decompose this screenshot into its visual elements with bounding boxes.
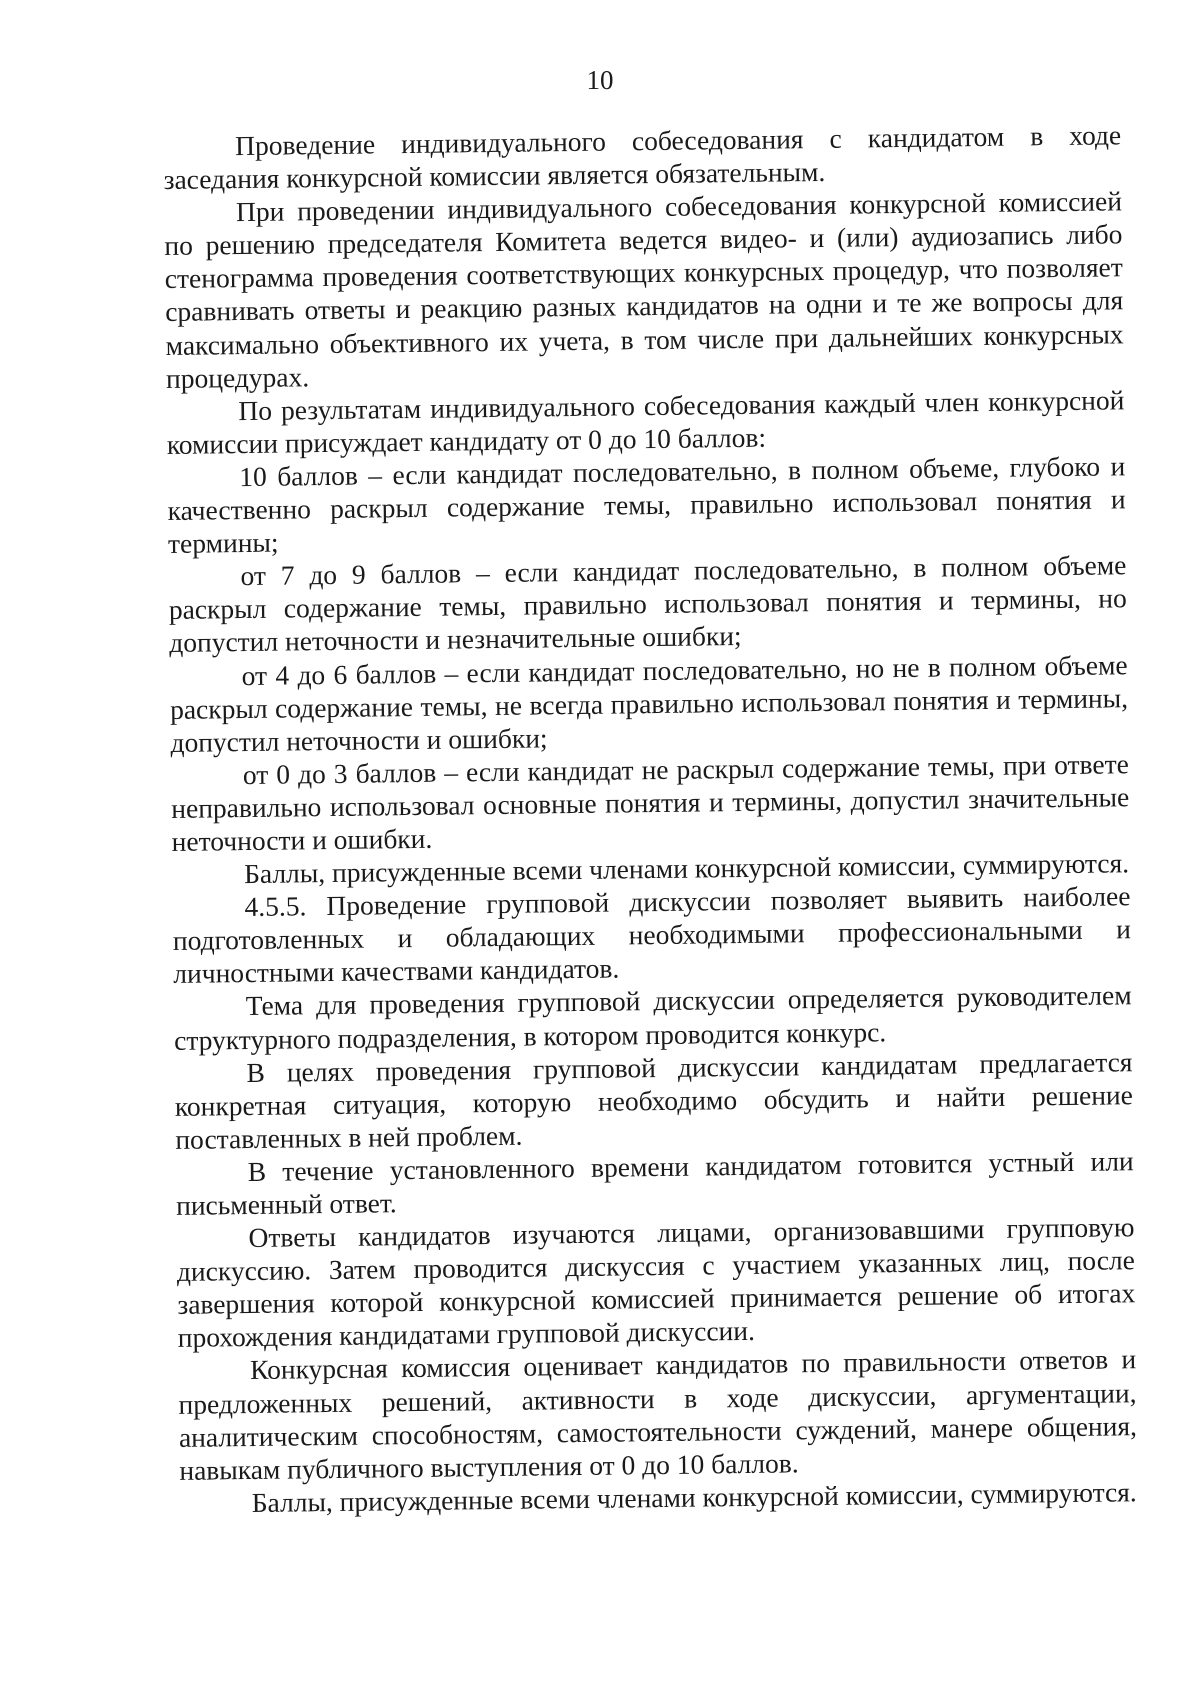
paragraph-score-4-6: от 4 до 6 баллов – если кандидат последовательно, но не в полном объеме раскрыл содержание темы, не всегда правильно использовал понятия и термины, допустил неточности и ошибки; xyxy=(169,648,1129,758)
paragraph-evaluation-criteria: Конкурсная комиссия оценивает кандидатов по правильности ответов и предложенных решений, активности в ходе дискуссии, аргументации, аналитическим способностям, самостоятельности суждений, манере общения, навыкам публичного выступления от 0 до 10 баллов. xyxy=(178,1343,1138,1486)
paragraph-interview-scoring: По результатам индивидуального собеседования каждый член конкурсной комиссии присуждает кандидату от 0 до 10 баллов: xyxy=(166,384,1125,460)
paragraph-interview-mandatory: Проведение индивидуального собеседования с кандидатом в ходе заседания конкурсной комиссии является обязательным. xyxy=(163,119,1122,196)
paragraph-scores-summed: Баллы, присужденные всеми членами конкурсной комиссии, суммируются. xyxy=(243,847,1130,890)
paragraph-discussion-topic: Тема для проведения групповой дискуссии определяется руководителем структурного подразделения, в котором проводится конкурс. xyxy=(173,979,1132,1056)
page-number: 10 xyxy=(586,65,614,95)
paragraph-scores-summed-final: Баллы, присужденные всеми членами конкурсной комиссии, суммируются. xyxy=(251,1476,1137,1518)
paragraph-group-discussion: 4.5.5. Проведение групповой дискуссии позволяет выявить наиболее подготовленных и обладающих необходимыми профессиональными и личностными качествами кандидатов. xyxy=(172,880,1132,990)
paragraph-score-7-9: от 7 до 9 баллов – если кандидат последовательно, в полном объеме раскрыл содержание темы, правильно использовал понятия и термины, но допустил неточности и незначительные ошибки; xyxy=(168,549,1127,659)
paragraph-score-0-3: от 0 до 3 баллов – если кандидат не раскрыл содержание темы, при ответе неправильно использовал основные понятия и термины, допустил значительные неточности и ошибки. xyxy=(171,748,1130,857)
paragraph-answer-preparation: В течение установленного времени кандидатом готовится устный или письменный ответ. xyxy=(175,1145,1134,1221)
document-body xyxy=(163,118,1138,1520)
paragraph-interview-recording: При проведении индивидуального собеседования конкурсной комиссией по решению председателя Комитета ведется видео- и (или) аудиозапись либо стенограмма проведения соответствующих конкурсных процедур, что позволяет сравнивать ответы и реакцию разных кандидатов на одни и те же вопросы для максимально объективного их учета, в том числе при дальнейших конкурсных процедурах. xyxy=(164,185,1124,394)
paragraph-score-10: 10 баллов – если кандидат последовательно, в полном объеме, глубоко и качественно раскрыл содержание темы, правильно использовал понятия и термины; xyxy=(167,450,1126,560)
paragraph-discussion-situation: В целях проведения групповой дискуссии кандидатам предлагается конкретная ситуация, которую необходимо обсудить и найти решение поставленных в ней проблем. xyxy=(174,1045,1134,1155)
paragraph-answers-review: Ответы кандидатов изучаются лицами, организовавшими групповую дискуссию. Затем проводится дискуссия с участием указанных лиц, после завершения которой конкурсной комиссией принимается решение об итогах прохождения кандидатами групповой дискуссии. xyxy=(176,1211,1136,1354)
